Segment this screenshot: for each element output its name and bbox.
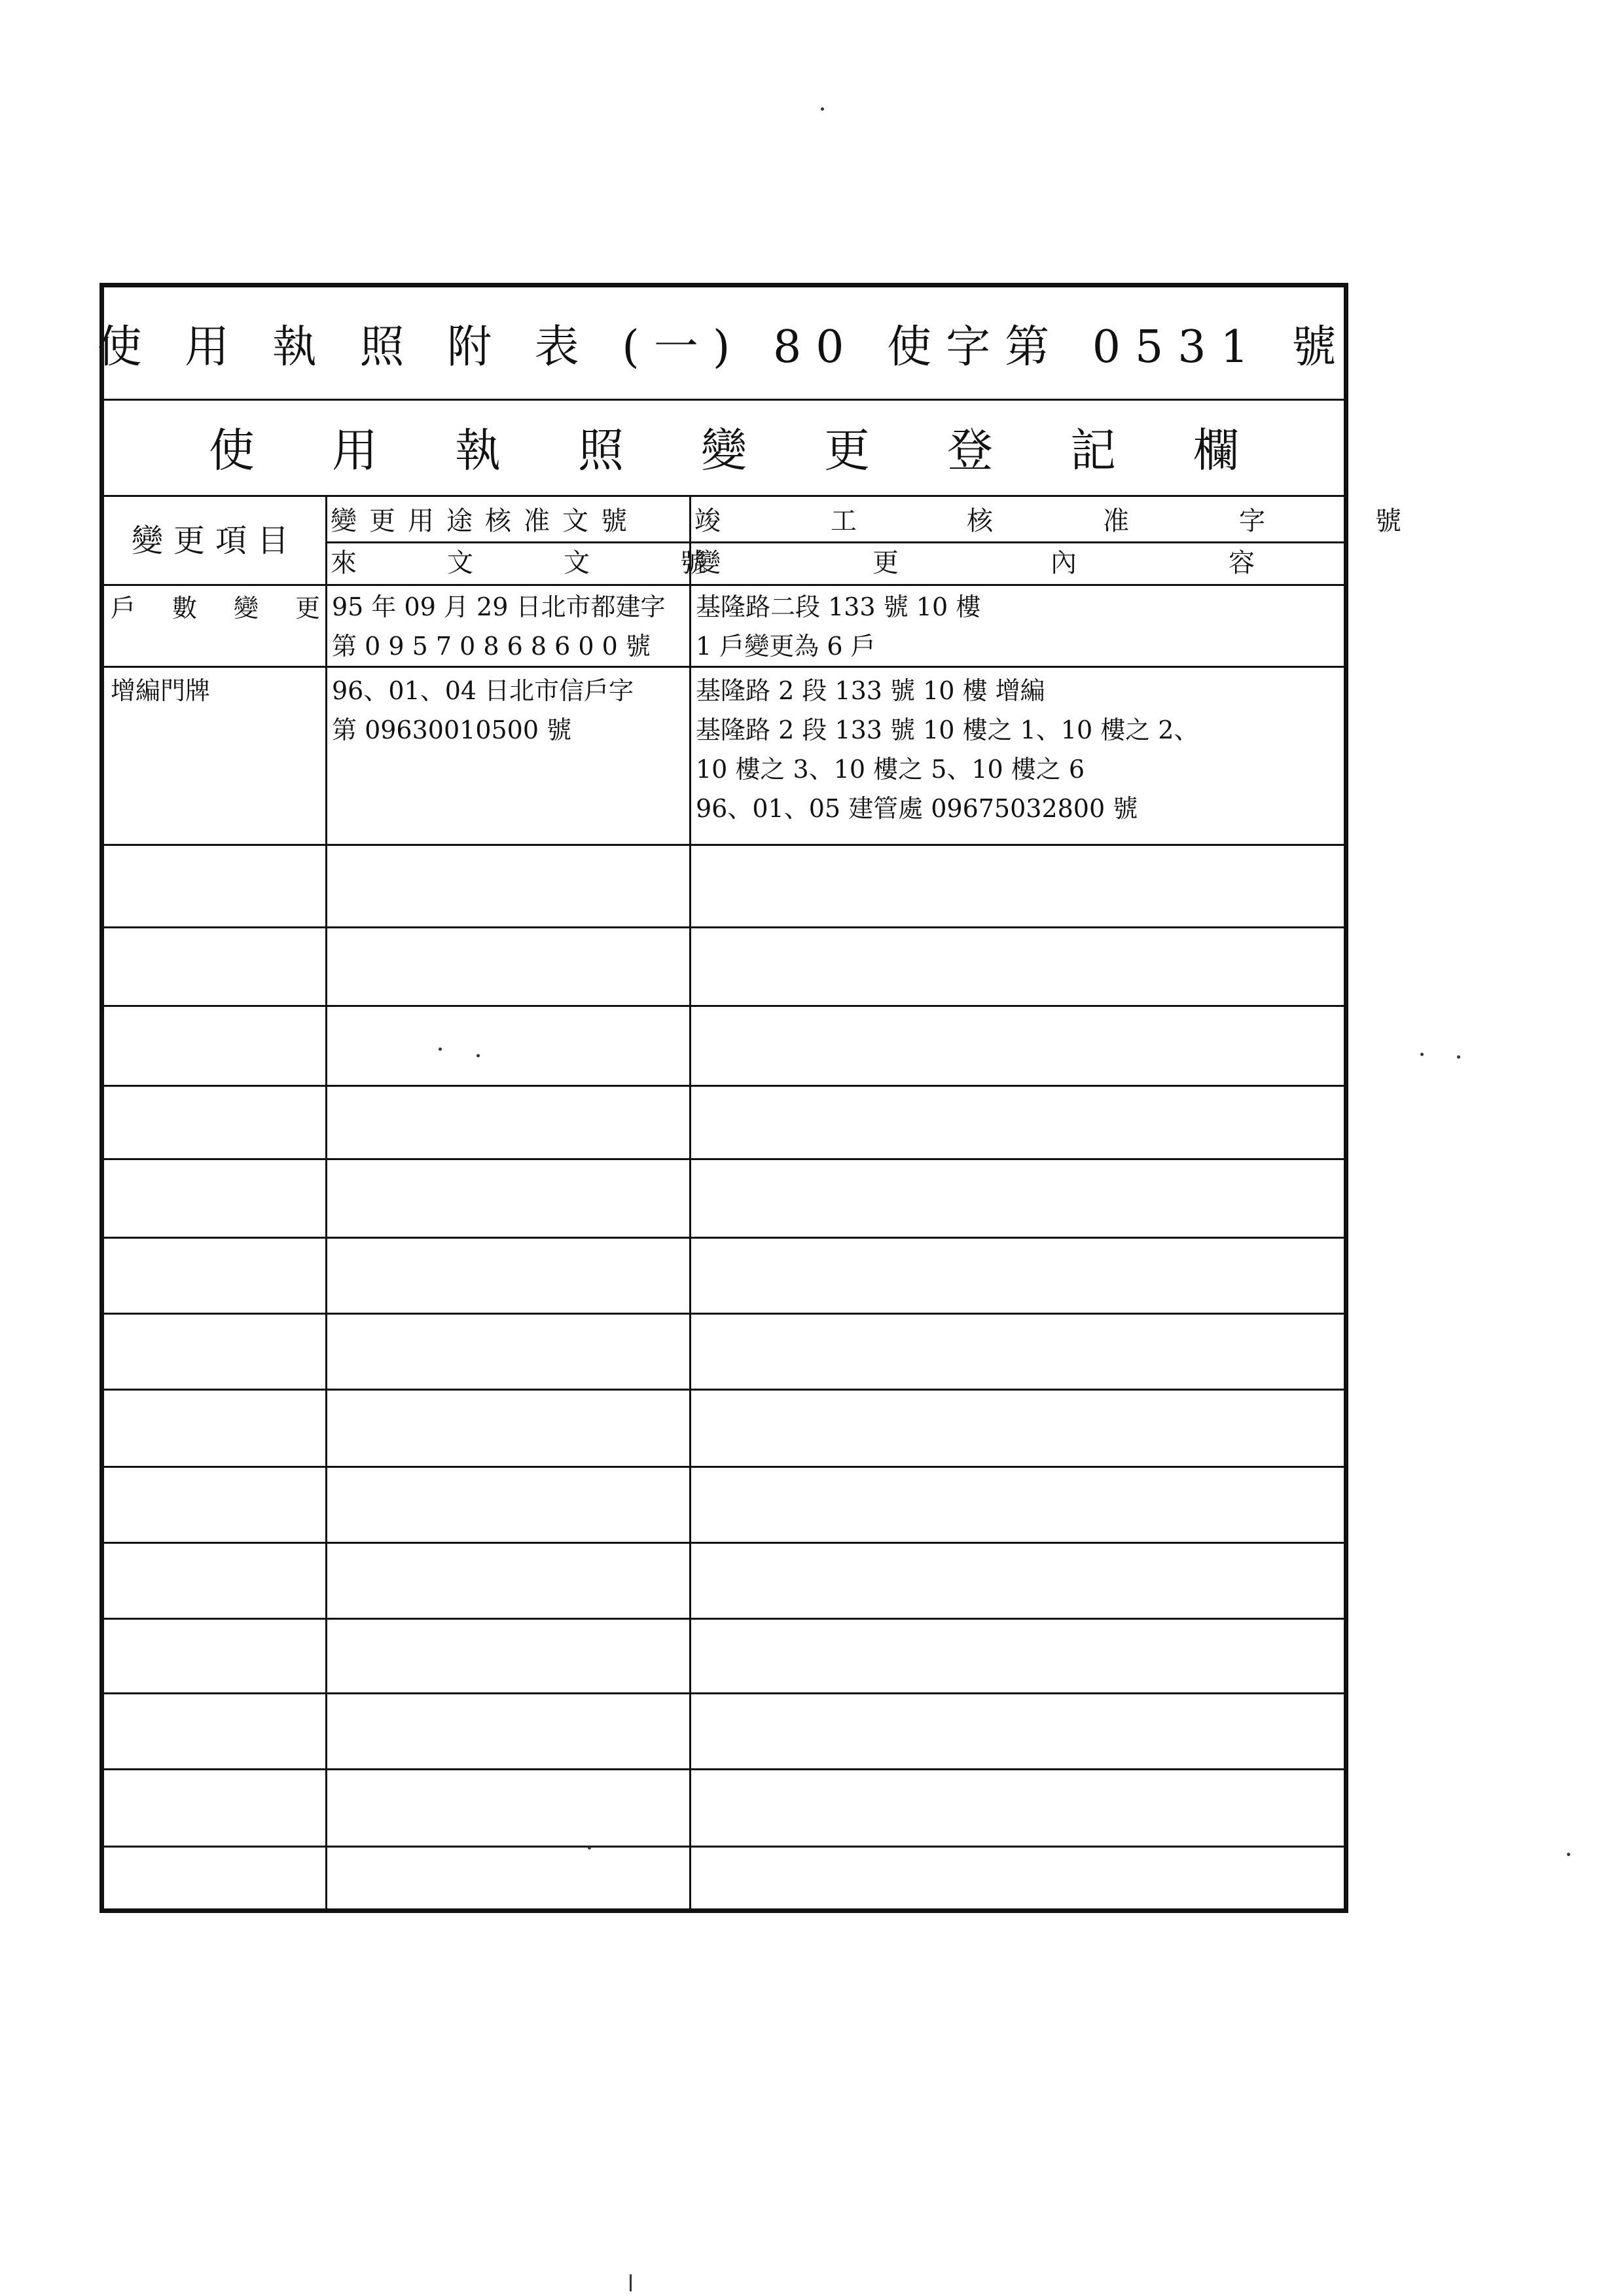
row-divider (104, 1542, 1344, 1544)
entry-content-line: 基隆路 2 段 133 號 10 樓 增編 (696, 676, 1045, 705)
row-divider (104, 844, 1344, 846)
row-divider (104, 1389, 1344, 1391)
entry-doc-line: 96、01、04 日北市信戶字 (332, 676, 634, 705)
entry-content-line: 96、01、05 建管處 09675032800 號 (696, 794, 1138, 823)
row-divider (104, 1768, 1344, 1770)
row-divider (104, 1466, 1344, 1468)
header-approval-doc-text: 變更用途核准文號 (331, 506, 639, 536)
entry-doc-line: 第 09630010500 號 (332, 716, 572, 744)
scan-speck (439, 1048, 442, 1051)
header-completion-no: 竣工核准字號 (694, 506, 1511, 536)
header-divider (104, 584, 1344, 586)
header-approval-doc (328, 502, 688, 540)
header-incoming-doc: 來文文號 (331, 548, 797, 578)
entry-content-line: 基隆路 2 段 133 號 10 樓之 1、10 樓之 2、 (696, 716, 1199, 744)
entry-content (692, 671, 1344, 828)
entry-doc (328, 587, 688, 666)
row-divider (104, 1085, 1344, 1087)
entry-content-line: 10 樓之 3、10 樓之 5、10 樓之 6 (696, 755, 1085, 784)
row-divider (104, 1237, 1344, 1239)
usage-permit-change-form (97, 283, 1511, 1913)
scan-speck (630, 2274, 632, 2291)
scan-speck (1420, 1053, 1424, 1056)
column-divider (689, 497, 691, 1908)
header-change-item: 變更項目 (131, 522, 299, 559)
row-divider (104, 1158, 1344, 1160)
entry-doc-line: 95 年 09 月 29 日北市都建字 (332, 592, 666, 621)
entry-doc (328, 671, 688, 750)
row-divider (104, 1005, 1344, 1007)
row-divider (104, 1313, 1344, 1315)
form-title: 使 用 執 照 附 表 (一) 80 使字第 0531 號 (104, 287, 1344, 401)
column-divider (325, 497, 327, 1908)
entry-doc-line: 第 0 9 5 7 0 8 6 8 6 0 0 號 (332, 632, 651, 661)
entry-item: 戶數變更 (111, 594, 357, 623)
row-divider (104, 1692, 1344, 1694)
scan-speck (1567, 1853, 1570, 1856)
entry-content-line: 1 戶變更為 6 戶 (696, 632, 876, 661)
row-divider (104, 1618, 1344, 1620)
scan-speck (476, 1054, 480, 1057)
form-subtitle: 使用執照變更登記欄 (104, 399, 1344, 497)
row-divider (104, 926, 1344, 928)
scan-speck (1457, 1055, 1460, 1059)
header-change-content: 變更內容 (694, 548, 1407, 578)
entry-content-line: 基隆路二段 133 號 10 樓 (696, 592, 981, 621)
row-divider (104, 666, 1344, 668)
scan-speck (821, 107, 824, 111)
entry-content (692, 587, 1344, 666)
row-divider (104, 1846, 1344, 1848)
header-sub-divider (327, 541, 1344, 543)
scan-speck (588, 1846, 591, 1850)
entry-item: 增編門牌 (111, 676, 211, 705)
